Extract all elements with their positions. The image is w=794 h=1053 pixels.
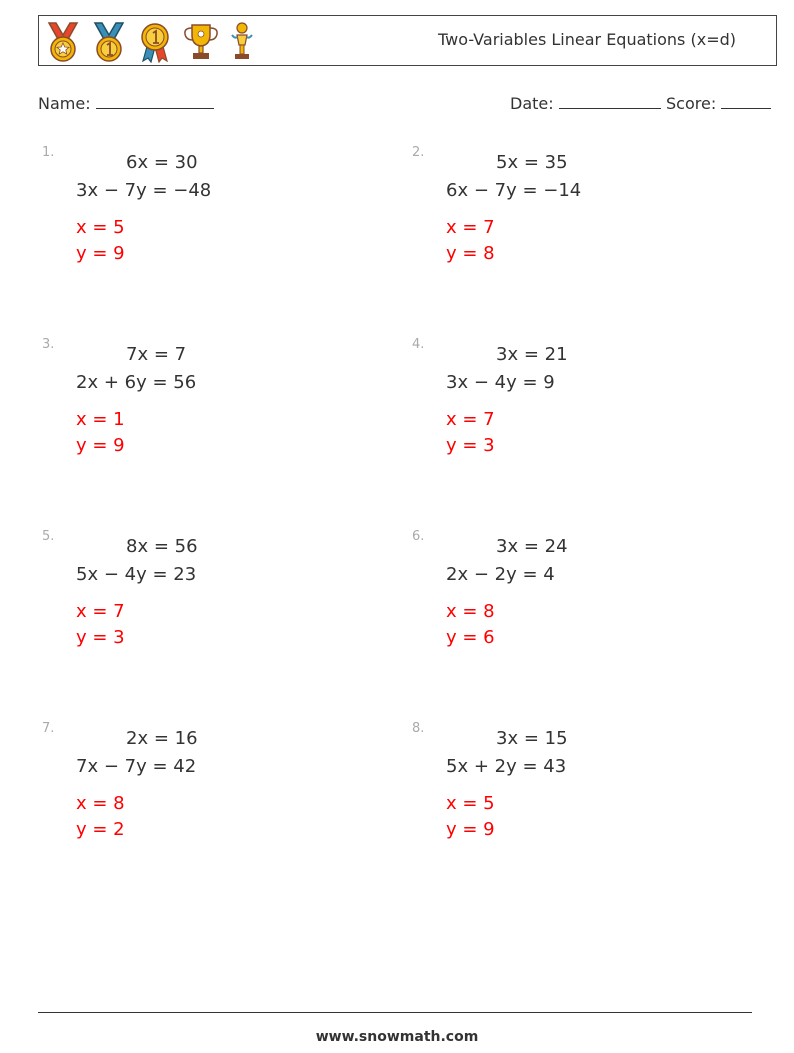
score-label: Score:	[666, 94, 717, 113]
equation-1: 6x = 30	[126, 152, 198, 173]
answer-x: x = 8	[446, 601, 495, 622]
answer-y: y = 3	[446, 435, 495, 456]
equation-2: 7x − 7y = 42	[76, 756, 197, 777]
name-blank[interactable]	[96, 93, 214, 109]
score-blank[interactable]	[721, 93, 771, 109]
equation-2: 5x − 4y = 23	[76, 564, 197, 585]
equation-1: 5x = 35	[496, 152, 568, 173]
trophy-icon	[181, 21, 221, 63]
problem-5	[42, 529, 382, 669]
name-label: Name:	[38, 94, 91, 113]
problem-6	[412, 529, 752, 669]
equation-2: 2x + 6y = 56	[76, 372, 197, 393]
problem-number: 7.	[42, 721, 55, 736]
problem-number: 4.	[412, 337, 425, 352]
medal-star-icon	[43, 21, 83, 63]
worksheet-header	[38, 15, 777, 66]
equation-1: 2x = 16	[126, 728, 198, 749]
equation-2: 2x − 2y = 4	[446, 564, 555, 585]
equation-1: 3x = 24	[496, 536, 568, 557]
answer-x: x = 8	[76, 793, 125, 814]
equation-1: 3x = 21	[496, 344, 568, 365]
footer-site-link[interactable]: www.snowmath.com	[315, 1029, 479, 1045]
answer-y: y = 6	[446, 627, 495, 648]
score-field[interactable]	[666, 93, 771, 113]
answer-x: x = 7	[76, 601, 125, 622]
date-label: Date:	[510, 94, 554, 113]
equation-2: 6x − 7y = −14	[446, 180, 582, 201]
problem-4	[412, 337, 752, 477]
footer-divider	[38, 1012, 752, 1013]
answer-y: y = 2	[76, 819, 125, 840]
equation-2: 3x − 7y = −48	[76, 180, 212, 201]
answer-x: x = 5	[76, 217, 125, 238]
problem-3	[42, 337, 382, 477]
answer-y: y = 9	[76, 243, 125, 264]
equation-1: 7x = 7	[126, 344, 187, 365]
award-statue-icon	[227, 21, 257, 63]
equation-1: 3x = 15	[496, 728, 568, 749]
date-field[interactable]	[510, 93, 661, 113]
problem-number: 1.	[42, 145, 55, 160]
answer-x: x = 7	[446, 217, 495, 238]
answer-x: x = 7	[446, 409, 495, 430]
ribbon-one-icon	[135, 21, 175, 63]
equation-2: 3x − 4y = 9	[446, 372, 555, 393]
problem-number: 3.	[42, 337, 55, 352]
medal-one-icon	[89, 21, 129, 63]
problem-number: 8.	[412, 721, 425, 736]
equation-1: 8x = 56	[126, 536, 198, 557]
answer-y: y = 9	[446, 819, 495, 840]
name-field[interactable]	[38, 93, 214, 113]
problem-1	[42, 145, 382, 285]
answer-x: x = 1	[76, 409, 125, 430]
equation-2: 5x + 2y = 43	[446, 756, 567, 777]
answer-x: x = 5	[446, 793, 495, 814]
problem-7	[42, 721, 382, 861]
problem-number: 5.	[42, 529, 55, 544]
answer-y: y = 9	[76, 435, 125, 456]
problem-number: 6.	[412, 529, 425, 544]
worksheet-title: Two-Variables Linear Equations (x=d)	[438, 30, 736, 49]
problem-2	[412, 145, 752, 285]
problem-8	[412, 721, 752, 861]
date-blank[interactable]	[559, 93, 661, 109]
answer-y: y = 8	[446, 243, 495, 264]
answer-y: y = 3	[76, 627, 125, 648]
award-icons	[43, 19, 257, 65]
problem-number: 2.	[412, 145, 425, 160]
